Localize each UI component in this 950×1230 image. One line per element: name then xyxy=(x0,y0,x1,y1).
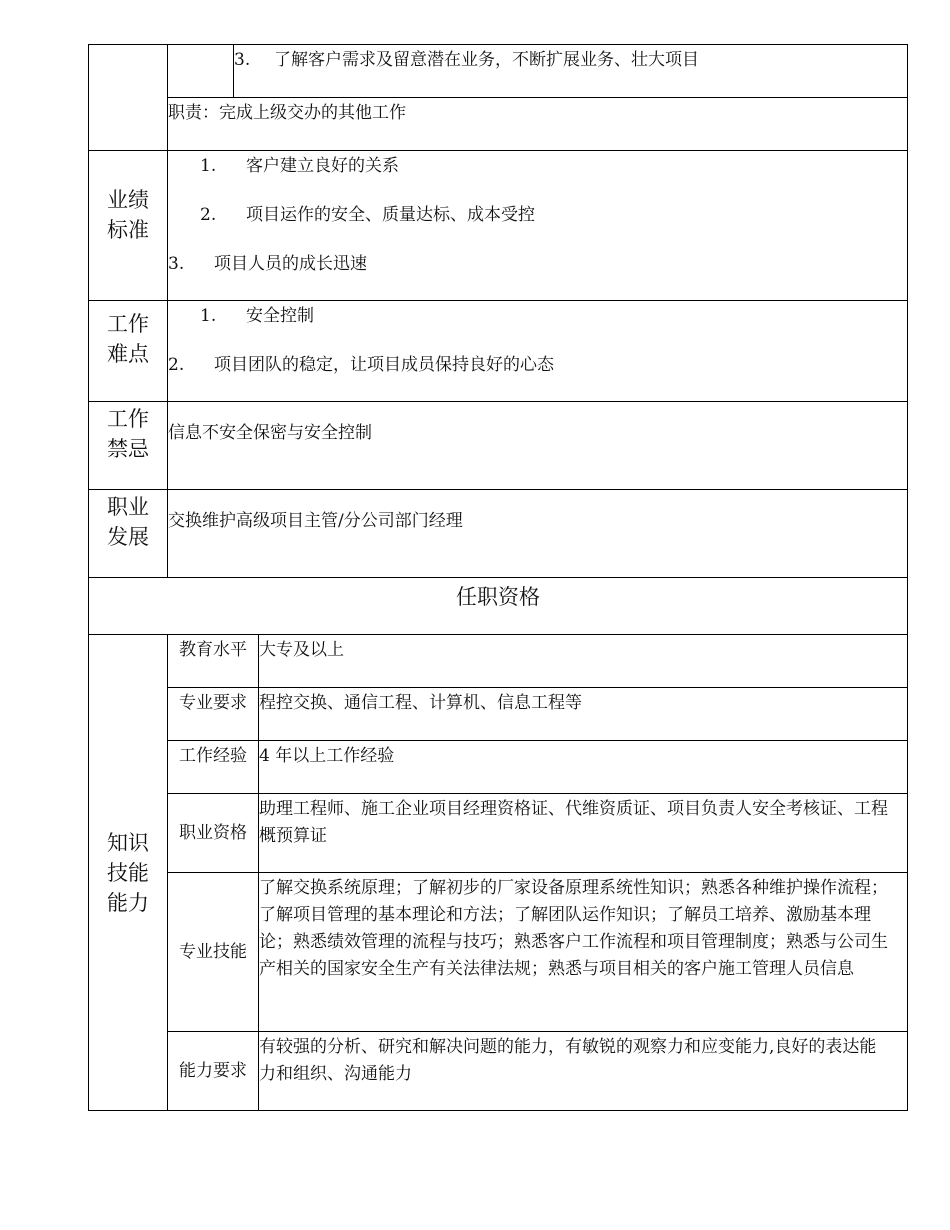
duties-other-cell xyxy=(168,98,908,151)
taboo-label: 工作 禁忌 xyxy=(89,402,168,490)
qual-label-education: 教育水平 xyxy=(168,635,259,688)
qual-row-education xyxy=(89,635,908,688)
qual-label-skills: 专业技能 xyxy=(168,873,259,1032)
performance-row xyxy=(89,151,908,301)
difficulty-content xyxy=(168,301,908,402)
qual-row-ability xyxy=(89,1032,908,1111)
qual-value-major: 程控交换、通信工程、计算机、信息工程等 xyxy=(259,688,908,741)
difficulty-label: 工作 难点 xyxy=(89,301,168,402)
qual-label-certification: 职业资格 xyxy=(168,794,259,873)
qual-value-ability: 有较强的分析、研究和解决问题的能力，有敏锐的观察力和应变能力,良好的表达能力和组织、沟通能力 xyxy=(259,1032,908,1111)
qual-row-experience xyxy=(89,741,908,794)
qual-label-major: 专业要求 xyxy=(168,688,259,741)
qual-value-education: 大专及以上 xyxy=(259,635,908,688)
taboo-row xyxy=(89,402,908,490)
qualifications-group-label: 知识 技能 能力 xyxy=(89,635,168,1111)
duties-item3-row xyxy=(89,45,908,98)
duties-label-cell xyxy=(89,45,168,151)
performance-label: 业绩 标准 xyxy=(89,151,168,301)
career-label: 职业 发展 xyxy=(89,490,168,578)
performance-content xyxy=(168,151,908,301)
qualifications-heading: 任职资格 xyxy=(89,578,908,635)
duties-item3-cell xyxy=(234,45,908,98)
qual-row-major xyxy=(89,688,908,741)
qual-label-ability: 能力要求 xyxy=(168,1032,259,1111)
performance-item-3: 3. 项目人员的成长迅速 xyxy=(168,254,367,274)
duties-index-cell xyxy=(168,45,234,98)
difficulty-row xyxy=(89,301,908,402)
career-text: 交换维护高级项目主管/分公司部门经理 xyxy=(168,511,463,531)
career-row xyxy=(89,490,908,578)
qual-row-skills xyxy=(89,873,908,1032)
job-description-document xyxy=(88,44,907,1111)
duties-item3-text: 了解客户需求及留意潜在业务，不断扩展业务、壮大项目 xyxy=(274,50,699,70)
taboo-content xyxy=(168,402,908,490)
career-content xyxy=(168,490,908,578)
difficulty-item-2: 2. 项目团队的稳定，让项目成员保持良好的心态 xyxy=(168,355,554,375)
qual-value-skills: 了解交换系统原理；了解初步的厂家设备原理系统性知识；熟悉各种维护操作流程；了解项目管理的基本理论和方法；了解团队运作知识；了解员工培养、激励基本理论；熟悉绩效管理的流程与技巧；熟悉客户工作流程和项目管理制度；熟悉与公司生产相关的国家安全生产有关法律法规；熟悉与项目相关的客户施工管理人员信息 xyxy=(259,873,908,1032)
qual-value-experience: 4 年以上工作经验 xyxy=(259,741,908,794)
performance-item-2: 2. 项目运作的安全、质量达标、成本受控 xyxy=(200,205,535,225)
qualifications-heading-row xyxy=(89,578,908,635)
qual-label-experience: 工作经验 xyxy=(168,741,259,794)
duties-other-row xyxy=(89,98,908,151)
qual-row-certification xyxy=(89,794,908,873)
performance-item-1: 1. 客户建立良好的关系 xyxy=(200,156,399,176)
duties-item3-number: 3. xyxy=(234,50,251,70)
duties-other-text: 职责：完成上级交办的其他工作 xyxy=(168,103,406,123)
job-description-table xyxy=(88,44,908,1111)
qual-value-certification: 助理工程师、施工企业项目经理资格证、代维资质证、项目负责人安全考核证、工程概预算证 xyxy=(259,794,908,873)
taboo-text: 信息不安全保密与安全控制 xyxy=(168,423,372,443)
difficulty-item-1: 1. 安全控制 xyxy=(200,306,314,326)
